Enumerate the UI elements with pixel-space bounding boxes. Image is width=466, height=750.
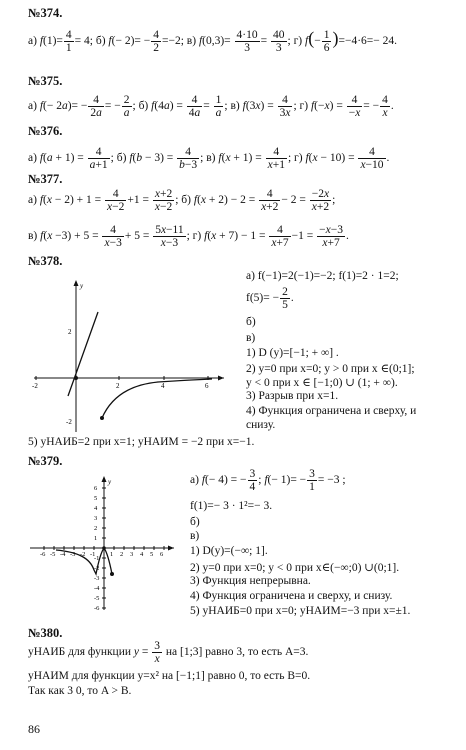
graph-379-y-tick-label: -3 bbox=[94, 575, 100, 582]
problem-374-answer: а) f(1)= $\frac{4}{1}$ = 4; б) f(− 2)= − $\frac{4}{2}$ =−2; в) f(0,3)= $\frac{4\cdot 10}{3}$ = $\frac{40}{3}$ ; г) f(− $\frac{1}{6}$ )=−4·6=− 24. bbox=[28, 28, 397, 54]
graph-379-y-tick-label: 4 bbox=[94, 505, 98, 512]
graph-379-x-tick-label: 5 bbox=[150, 551, 154, 558]
graph-379-x-tick-label: -3 bbox=[70, 551, 76, 558]
graph-379-x-tick-label: -1 bbox=[90, 551, 96, 558]
problem-379-c3: 3) Функция непрерывна. bbox=[190, 575, 311, 587]
problem-379-c2: 2) y=0 при x=0; y < 0 при x∈(−∞;0) ∪(0;1]. bbox=[190, 562, 400, 574]
problem-374-title: №374. bbox=[28, 6, 63, 20]
graph-379-y-tick-label: -4 bbox=[94, 585, 100, 592]
graph-379-x-tick-label: -6 bbox=[40, 551, 46, 558]
problem-380-line1: yНАИБ для функции y = $\frac{3}{x}$ на [1;3] равно 3, то есть A=3. bbox=[28, 640, 309, 665]
problem-379-title: №379. bbox=[28, 454, 63, 468]
graph-379-y-tick-label: -5 bbox=[94, 595, 100, 602]
problem-378-c5: 4) Функция ограничена и сверху, и bbox=[246, 405, 417, 417]
graph-379-x-tick-label: -5 bbox=[50, 551, 56, 558]
graph-379-x-tick-label: 1 bbox=[110, 551, 114, 558]
problem-378-a-line2: f(5)= − $\frac{2}{5}$ . bbox=[246, 286, 294, 311]
problem-379-b-label: б) bbox=[190, 516, 200, 528]
graph-378-y-label: y bbox=[80, 282, 84, 290]
problem-379-a-line1: а) f(− 4) = − $\frac{3}{4}$ ; f(− 1)= − $\frac{3}{1}$ = −3 ; bbox=[190, 468, 346, 493]
graph-379-y-tick-label: -1 bbox=[94, 555, 100, 562]
problem-378-c-label: в) bbox=[246, 332, 256, 344]
problem-378-c3: y < 0 при x ∈ [−1;0) ∪ (1; + ∞). bbox=[246, 377, 398, 389]
graph-378-tick-x1: -2 bbox=[32, 382, 38, 390]
graph-379-y-tick-label: 2 bbox=[94, 525, 98, 532]
problem-378-c4: 3) Разрыв при x=1. bbox=[246, 390, 339, 402]
graph-378-tick-y2: -2 bbox=[66, 418, 72, 426]
problem-379-c4: 4) Функция ограничена и сверху, и снизу. bbox=[190, 590, 393, 602]
problem-377-answer-1: а) f(x − 2) + 1 = $\frac{4}{x-2}$ +1 = $\frac{x+2}{x-2}$ ; б) f(x + 2) − 2 = $\frac{4}{x+2}$ − 2 = $\frac{-2x}{x+2}$ ; bbox=[28, 188, 336, 213]
problem-378-b-label: б) bbox=[246, 316, 256, 328]
graph-378-tick-x2: 2 bbox=[116, 382, 120, 390]
problem-377-answer-2: в) f(x −3) + 5 = $\frac{4}{x-3}$ + 5 = $\frac{5x-11}{x-3}$ ; г) f(x + 7) − 1 = $\frac{4}{x+7}$ −1 = $\frac{-x-3}{x+7}$ . bbox=[28, 224, 349, 249]
graph-378 bbox=[28, 276, 228, 436]
problem-380-title: №380. bbox=[28, 626, 63, 640]
problem-377-title: №377. bbox=[28, 172, 63, 186]
graph-378-tick-x3: 4 bbox=[161, 382, 165, 390]
graph-378-tick-y1: 2 bbox=[68, 328, 72, 336]
graph-378-tick-x4: 6 bbox=[205, 382, 209, 390]
problem-378-title: №378. bbox=[28, 254, 63, 268]
problem-376-answer: а) f(a + 1) = $\frac{4}{a+1}$ ; б) f(b − 3) = $\frac{4}{b-3}$ ; в) f(x + 1) = $\frac{4}{x+1}$ ; г) f(x − 10) = $\frac{4}{x-10}$ . bbox=[28, 146, 390, 171]
problem-380-line3: Так как 3 0, то A > B. bbox=[28, 685, 132, 697]
problem-378-c7: 5) yНАИБ=2 при x=1; yНАИМ = −2 при x=−1. bbox=[28, 436, 255, 448]
graph-379-x-tick-label: -2 bbox=[80, 551, 86, 558]
problem-375-title: №375. bbox=[28, 74, 63, 88]
graph-379-x-tick-label: 6 bbox=[160, 551, 164, 558]
graph-379-y-tick-label: 6 bbox=[94, 485, 98, 492]
problem-378-c2: 2) y=0 при x=0; y > 0 при x ∈(0;1]; bbox=[246, 363, 415, 375]
page-number: 86 bbox=[28, 722, 40, 736]
problem-376-title: №376. bbox=[28, 124, 63, 138]
problem-379-c-label: в) bbox=[190, 530, 200, 542]
graph-379-x-tick-label: 2 bbox=[120, 551, 124, 558]
graph-379 bbox=[28, 474, 178, 614]
problem-379-a-line2: f(1)=− 3 · 1²=− 3. bbox=[190, 500, 273, 512]
problem-380-line2: yНАИМ для функции y=x² на [−1;1] равно 0, то есть B=0. bbox=[28, 670, 311, 682]
graph-379-y-tick-label: 3 bbox=[94, 515, 98, 522]
graph-379-y-tick-label: -2 bbox=[94, 565, 100, 572]
problem-378-a-line1: а) f(−1)=2(−1)=−2; f(1)=2 · 1=2; bbox=[246, 270, 399, 282]
graph-379-y-tick-label: 5 bbox=[94, 495, 98, 502]
graph-379-x-tick-label: 4 bbox=[140, 551, 144, 558]
problem-379-c5: 5) yНАИБ=0 при x=0; yНАИМ=−3 при x=±1. bbox=[190, 605, 411, 617]
graph-379-y-tick-label: 1 bbox=[94, 535, 98, 542]
graph-379-x-tick-label: 3 bbox=[130, 551, 134, 558]
problem-378-c1: 1) D (y)=[−1; + ∞] . bbox=[246, 347, 339, 359]
graph-379-y-tick-label: -6 bbox=[94, 605, 100, 612]
graph-379-y-label: y bbox=[108, 478, 112, 486]
graph-378-line bbox=[68, 312, 98, 396]
problem-375-answer: а) f(− 2a)= − $\frac{4}{2a}$ = − $\frac{2}{a}$ ; б) f(4a) = $\frac{4}{4a}$ = $\frac{1}{a}$ ; в) f(3x) = $\frac{4}{3x}$ ; г) f(−x) = $\frac{4}{-x}$ = − $\frac{4}{x}$ . bbox=[28, 94, 394, 119]
problem-379-c1: 1) D(y)=(−∞; 1]. bbox=[190, 545, 268, 557]
problem-378-c6: снизу. bbox=[246, 419, 276, 431]
graph-379-x-tick-label: -4 bbox=[60, 551, 66, 558]
